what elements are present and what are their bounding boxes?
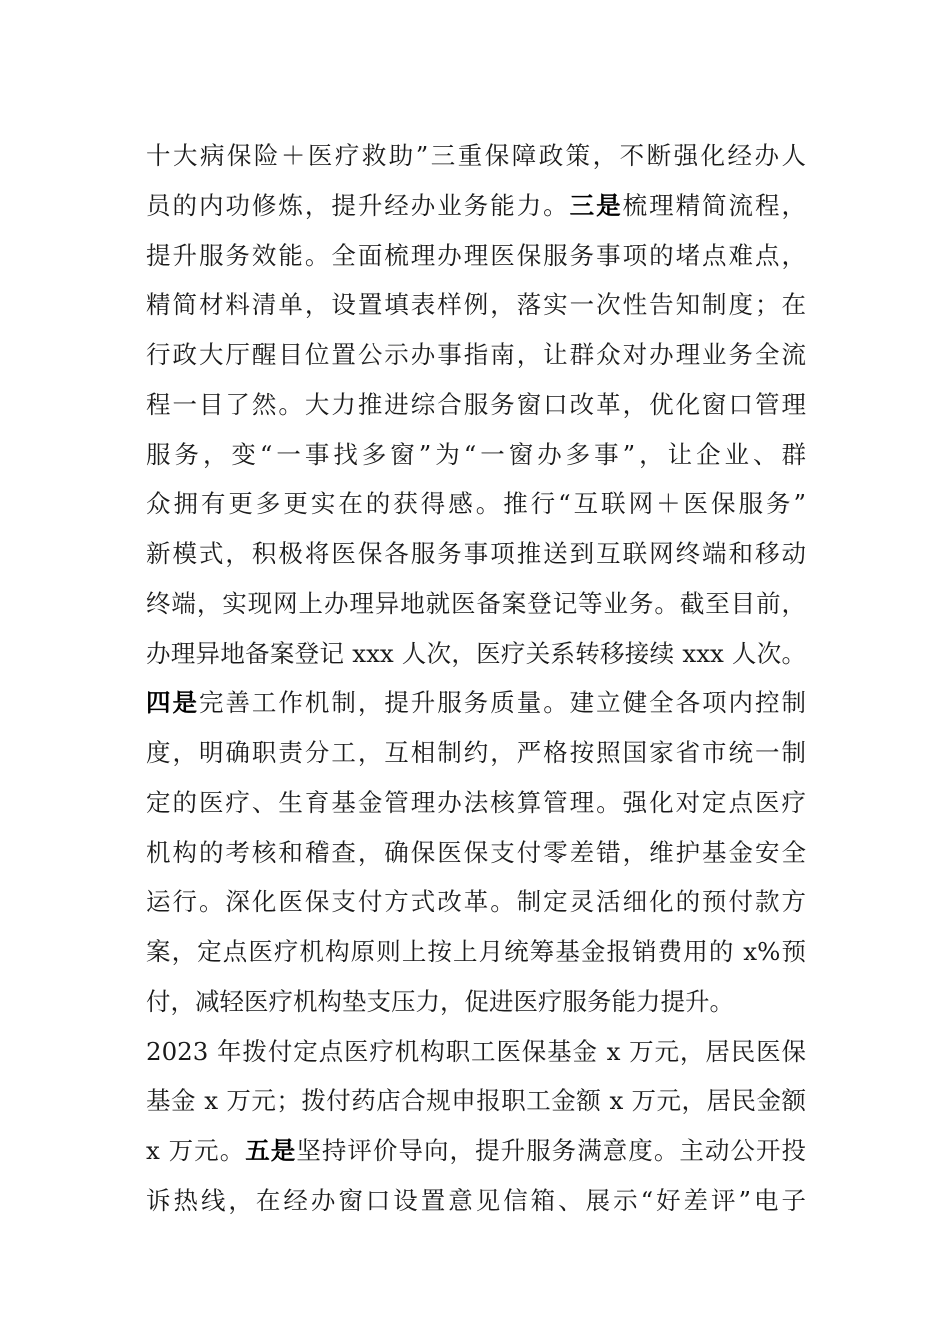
text-line — [146, 280, 806, 330]
text-line — [146, 1076, 806, 1126]
text-segment: 案，定点医疗机构原则上按上月统筹基金报销费用的 x%预 — [146, 937, 806, 966]
text-line — [146, 977, 806, 1027]
text-segment: 机构的考核和稽查，确保医保支付零差错，维护基金安全 — [146, 837, 806, 867]
text-segment: 程一目了然。大力推进综合服务窗口改革，优化窗口管理 — [146, 389, 806, 419]
text-segment: 完善工作机制，提升服务质量。建立健全各项内控制 — [198, 688, 807, 718]
text-segment: 精简材料清单，设置填表样例，落实一次性告知制度；在 — [146, 290, 806, 320]
text-segment: 诉热线，在经办窗口设置意见信箱、展示“好差评”电子 — [146, 1185, 806, 1215]
text-line — [146, 529, 806, 579]
text-line — [146, 131, 806, 181]
text-segment: 终端，实现网上办理异地就医备案登记等业务。截至目前， — [146, 588, 806, 618]
text-line — [146, 629, 806, 679]
text-line — [146, 1176, 806, 1226]
bold-heading-marker: 五是 — [245, 1136, 297, 1165]
text-segment: 梳理精简流程， — [622, 190, 807, 220]
text-segment: 坚持评价导向，提升服务满意度。主动公开投 — [296, 1136, 807, 1165]
text-segment: 提升服务效能。全面梳理办理医保服务事项的堵点难点， — [146, 240, 806, 270]
text-line — [146, 380, 806, 430]
text-line — [146, 430, 806, 480]
text-segment: 付，减轻医疗机构垫支压力，促进医疗服务能力提升。 — [146, 986, 734, 1016]
text-line — [146, 828, 806, 878]
text-segment: 众拥有更多更实在的获得感。推行“互联网＋医保服务” — [146, 489, 806, 519]
text-line — [146, 1027, 806, 1077]
text-segment: 员的内功修炼，提升经办业务能力。 — [146, 190, 570, 220]
bold-heading-marker: 三是 — [569, 190, 623, 220]
text-segment: 十大病保险＋医疗救助”三重保障政策，不断强化经办人 — [146, 141, 806, 170]
text-line — [146, 927, 806, 977]
text-segment: 服务，变“一事找多窗”为“一窗办多事”，让企业、群 — [146, 439, 806, 469]
text-segment: 度，明确职责分工，互相制约，严格按照国家省市统一制 — [146, 738, 806, 767]
text-segment: 新模式，积极将医保各服务事项推送到互联网终端和移动 — [146, 539, 806, 568]
text-segment: 办理异地备案登记 xxx 人次，医疗关系转移接续 xxx 人次。 — [146, 638, 806, 668]
text-segment: 定的医疗、生育基金管理办法核算管理。强化对定点医疗 — [146, 787, 806, 817]
text-segment: 行政大厅醒目位置公示办事指南，让群众对办理业务全流 — [146, 340, 806, 369]
text-line — [146, 330, 806, 380]
text-line — [146, 1126, 806, 1176]
text-line — [146, 877, 806, 927]
body-paragraph — [146, 131, 806, 1226]
text-line — [146, 778, 806, 828]
text-line — [146, 231, 806, 281]
bold-heading-marker: 四是 — [146, 688, 199, 718]
text-segment: 运行。深化医保支付方式改革。制定灵活细化的预付款方 — [146, 887, 806, 917]
text-segment: 基金 x 万元；拨付药店合规申报职工金额 x 万元，居民金额 — [146, 1086, 806, 1116]
text-line — [146, 678, 806, 728]
text-line — [146, 728, 806, 778]
text-segment: x 万元。 — [146, 1136, 246, 1165]
text-line — [146, 181, 806, 231]
text-segment: 2023 年拨付定点医疗机构职工医保基金 x 万元，居民医保 — [146, 1036, 806, 1066]
text-line — [146, 479, 806, 529]
text-line — [146, 579, 806, 629]
